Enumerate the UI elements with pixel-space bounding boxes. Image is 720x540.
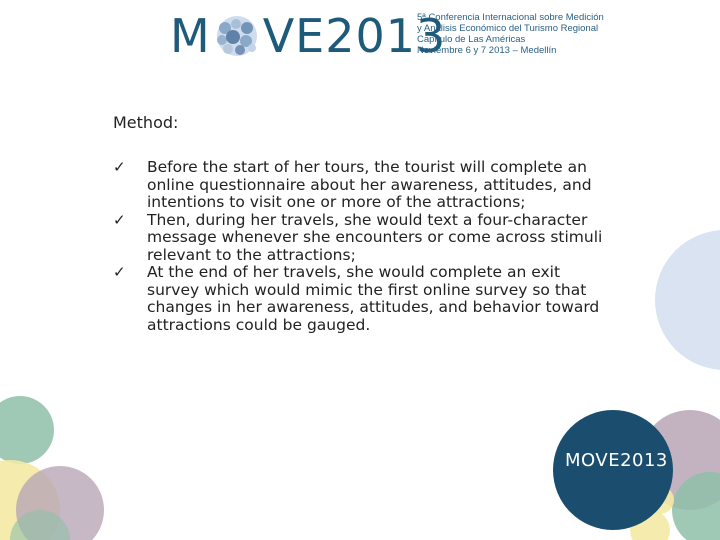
tagline-line-2: y Análisis Económico del Turismo Regional — [417, 23, 599, 34]
header-logo — [170, 8, 604, 68]
bullet-text: At the end of her travels, she would complete an exit survey which would mimic the first online survey so that changes in her awareness, attitudes, and behavior toward attractions could be gauged. — [147, 263, 600, 334]
logo-bubbles-icon — [211, 10, 263, 54]
decorative-circles-left — [0, 390, 120, 540]
check-icon: ✓ — [113, 158, 126, 176]
move2013-badge — [553, 410, 673, 530]
logo-wordmark: M VE2013 — [170, 9, 447, 63]
bullet-text: Before the start of her tours, the tourist will complete an online questionnaire about her awareness, attitudes, and intentions to visit one or more of the attractions; — [147, 158, 592, 211]
check-icon: ✓ — [113, 263, 126, 281]
check-icon: ✓ — [113, 210, 126, 229]
logo-tagline — [417, 12, 602, 56]
badge-text: MOVE2013 — [565, 450, 668, 471]
tagline-line-4: Noviembre 6 y 7 2013 – Medellín — [417, 45, 557, 56]
tagline-line-1: 5ª Conferencia Internacional sobre Medición — [417, 12, 604, 23]
bullet-text: Then, during her travels, she would text a four-character message whenever she encounters or come across stimuli relevant to the attractions; — [147, 210, 603, 264]
tagline-line-3: Capítulo de Las Américas — [417, 34, 526, 45]
method-heading: Method: — [113, 113, 179, 132]
